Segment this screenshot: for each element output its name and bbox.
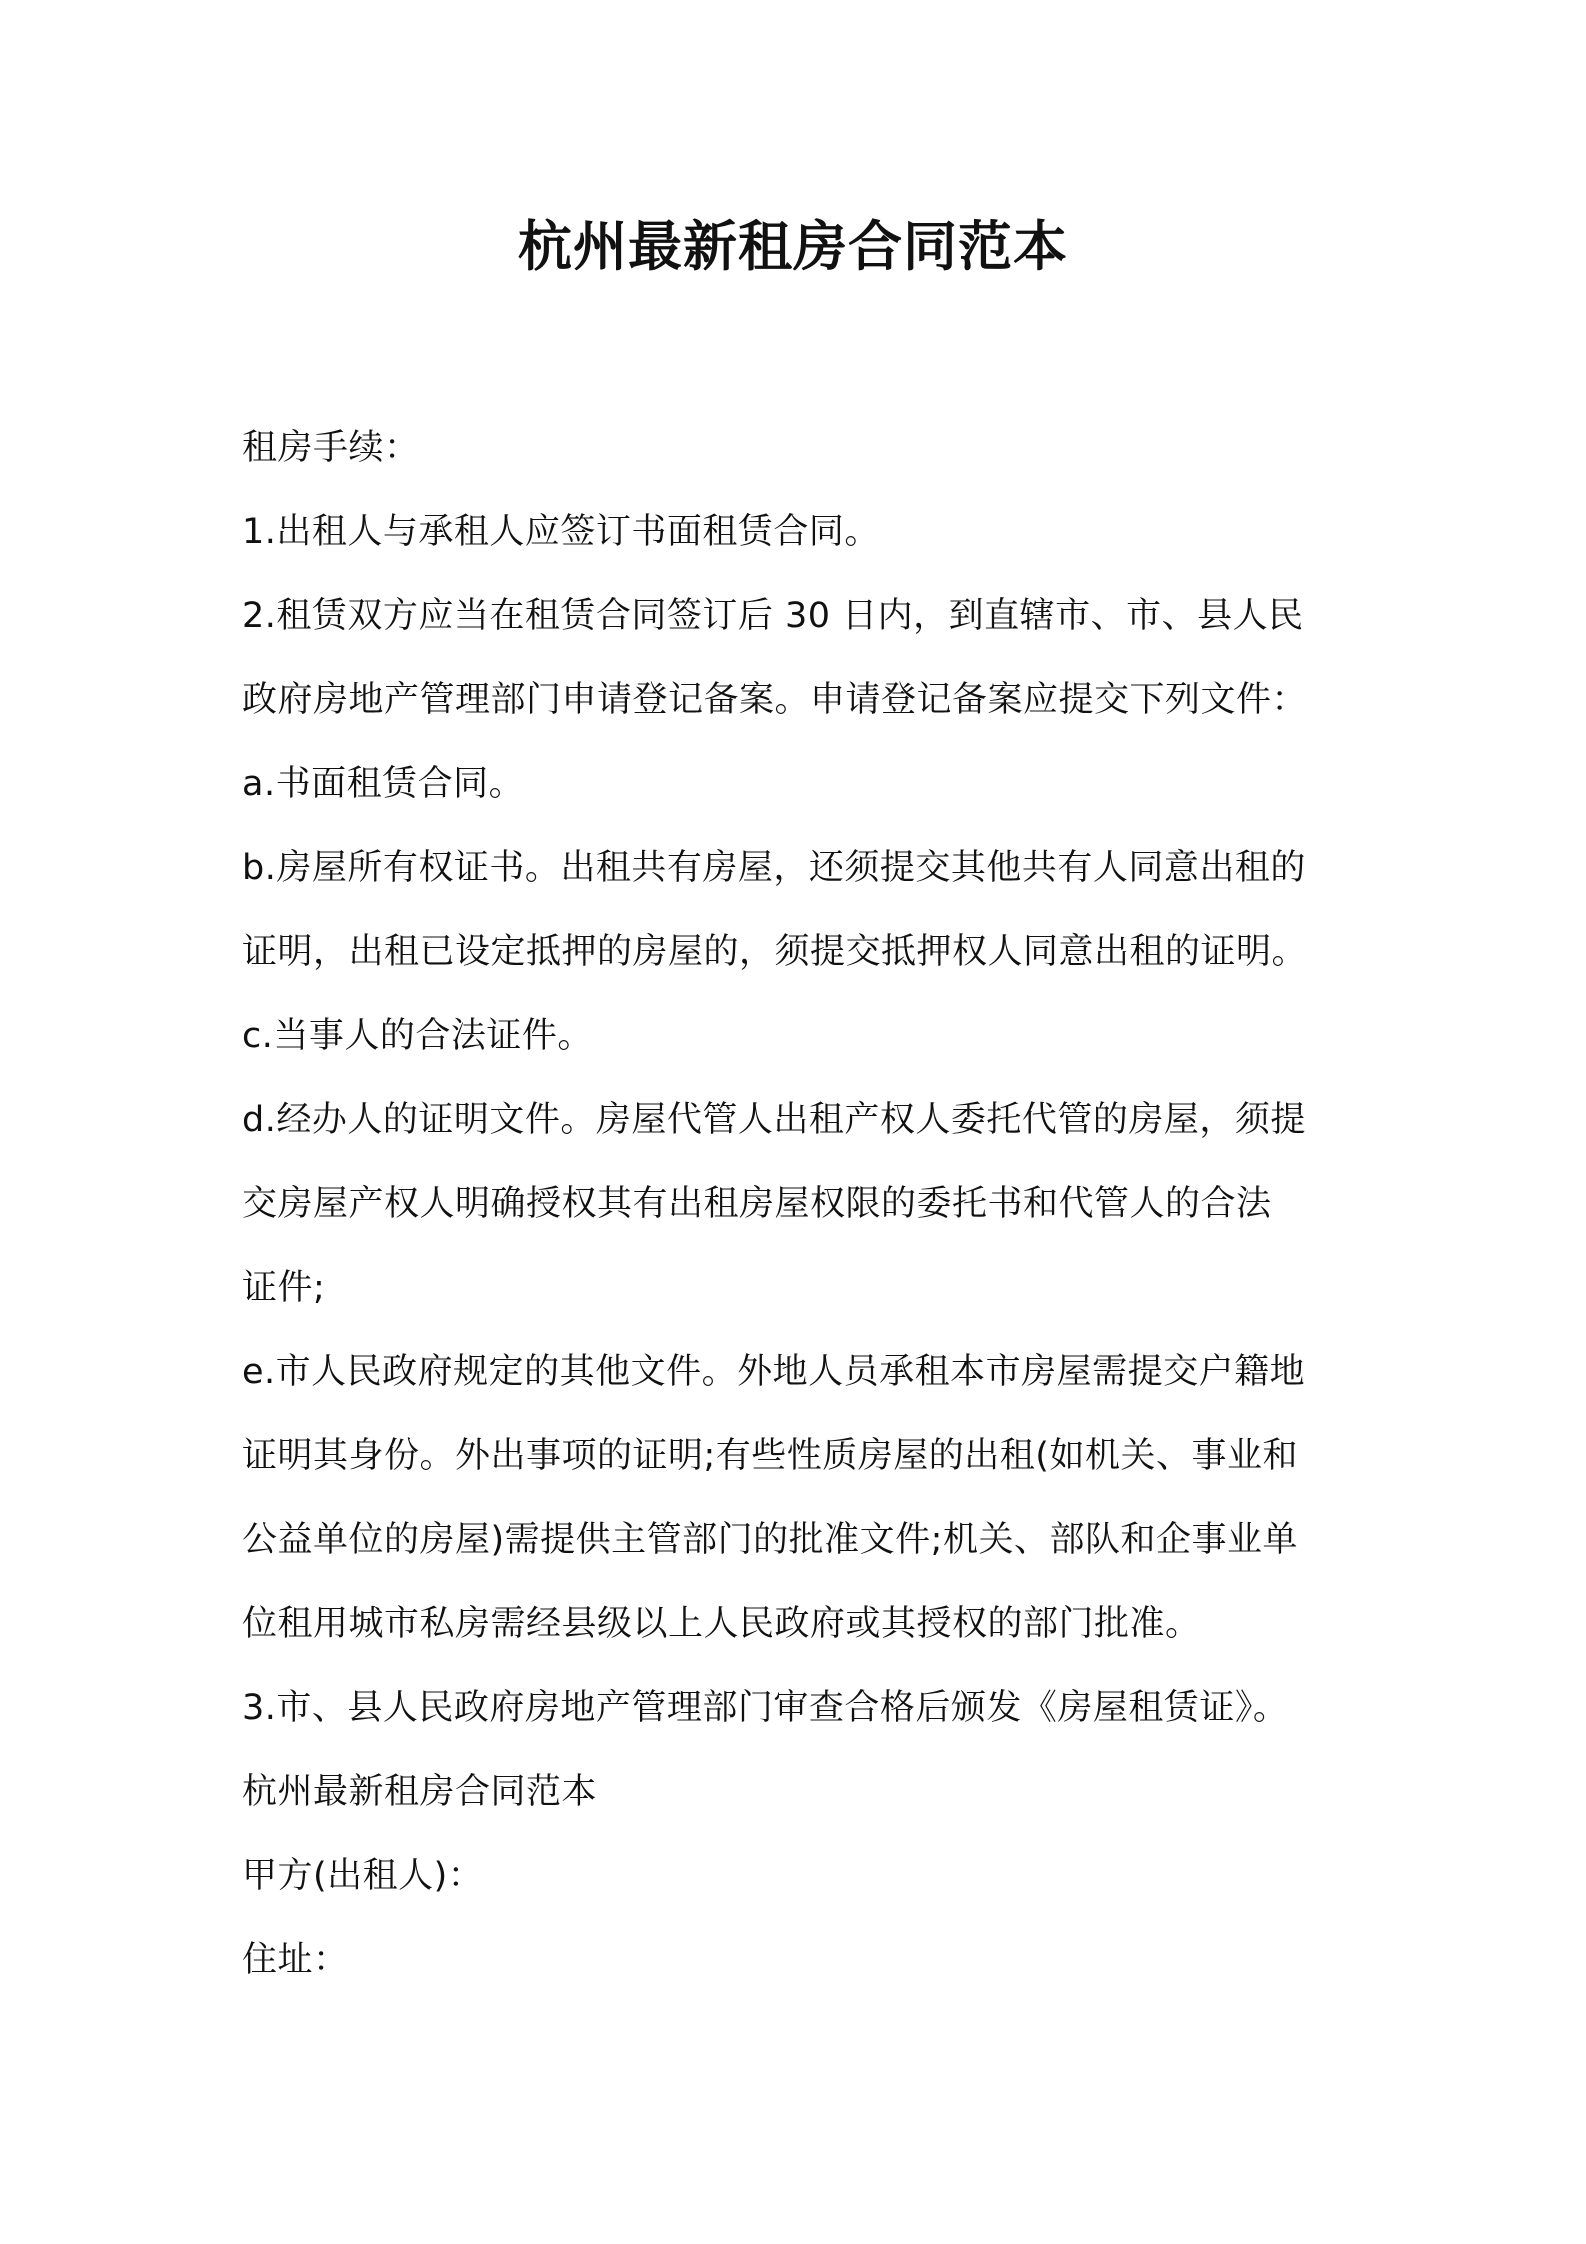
paragraph-line: d.经办人的证明文件。房屋代管人出租产权人委托代管的房屋，须提 <box>242 1100 1306 1140</box>
paragraph-line: 3.市、县人民政府房地产管理部门审查合格后颁发《房屋租赁证》。 <box>242 1688 1289 1728</box>
paragraph-line: 2.租赁双方应当在租赁合同签订后 30 日内，到直辖市、市、县人民 <box>242 596 1304 636</box>
paragraph-line: a.书面租赁合同。 <box>242 764 525 804</box>
contract-title-line: 杭州最新租房合同范本 <box>242 1772 598 1812</box>
paragraph-line: 1.出租人与承租人应签订书面租赁合同。 <box>242 512 880 552</box>
paragraph-line: 公益单位的房屋)需提供主管部门的批准文件;机关、部队和企事业单 <box>242 1520 1298 1560</box>
document-body <box>242 406 1362 2002</box>
paragraph-line: 交房屋产权人明确授权其有出租房屋权限的委托书和代管人的合法 <box>242 1184 1272 1224</box>
paragraph-line: b.房屋所有权证书。出租共有房屋，还须提交其他共有人同意出租的 <box>242 848 1306 888</box>
party-a-label: 甲方(出租人)： <box>242 1856 484 1896</box>
section-heading-rental-procedure: 租房手续： <box>242 428 420 468</box>
paragraph-line: 证明，出租已设定抵押的房屋的，须提交抵押权人同意出租的证明。 <box>242 932 1308 972</box>
paragraph-line: 证件; <box>242 1268 326 1308</box>
paragraph-line: 政府房地产管理部门申请登记备案。申请登记备案应提交下列文件： <box>242 680 1308 720</box>
paragraph-line: e.市人民政府规定的其他文件。外地人员承租本市房屋需提交户籍地 <box>242 1352 1306 1392</box>
paragraph-line: c.当事人的合法证件。 <box>242 1016 593 1056</box>
address-label: 住址： <box>242 1940 349 1980</box>
paragraph-line: 位租用城市私房需经县级以上人民政府或其授权的部门批准。 <box>242 1604 1201 1644</box>
document-title: 杭州最新租房合同范本 <box>518 215 1068 278</box>
paragraph-line: 证明其身份。外出事项的证明;有些性质房屋的出租(如机关、事业和 <box>242 1436 1298 1476</box>
